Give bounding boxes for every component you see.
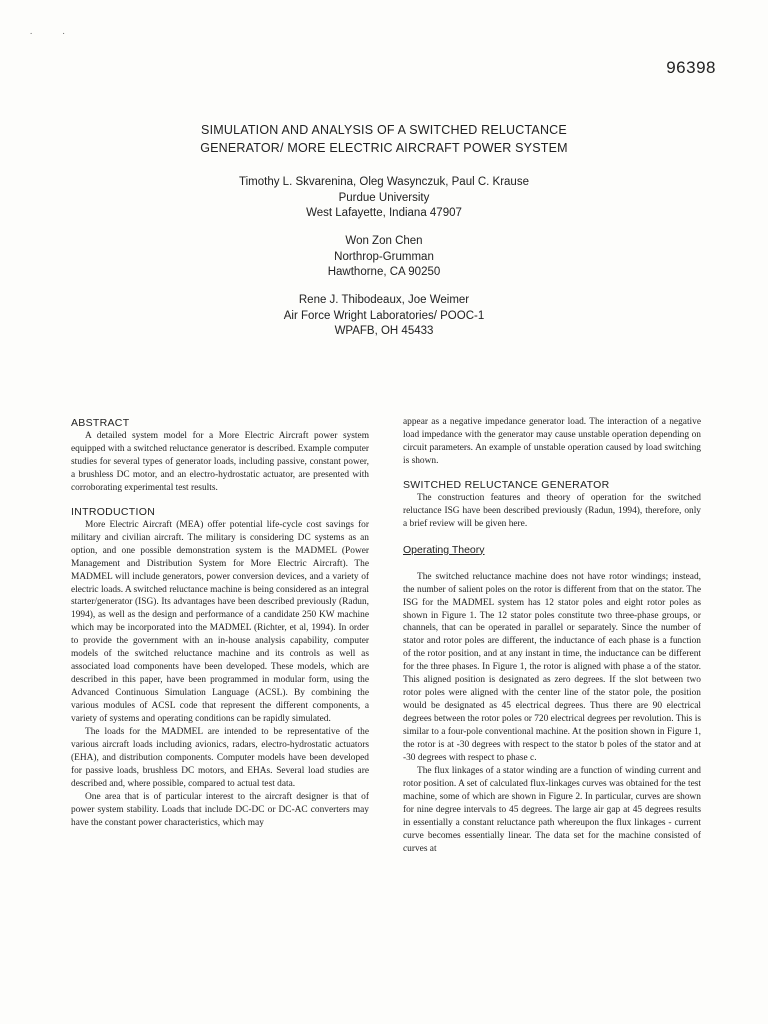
operating-theory-paragraph-2: The flux linkages of a stator winding are a function of winding current and rotor position. A set of calculated flux-linkages curves was obtained for the test machine, some of which are shown in Figure 2. In particular, curves are shown for nine degree intervals to 45 degrees. The large air gap at 45 degrees results in essentially a constant reluctance path whereupon the flux linkages - current curve becomes essentially linear. The data set for the machine consisted of curves at <box>403 765 701 854</box>
srg-heading: SWITCHED RELUCTANCE GENERATOR <box>403 478 610 491</box>
introduction-paragraph-2: The loads for the MADMEL are intended to be representative of the various aircraft loads including avionics, radars, electro-hydrostatic actuators (EHA), and distribution components. Computer models have been developed for passive loads, brushless DC motors, and EHAs. Several load studies are described and, where possible, compared to actual test data. <box>71 727 369 789</box>
author-names: Timothy L. Skvarenina, Oleg Wasynczuk, Paul C. Krause <box>239 176 529 188</box>
document-number: 96398 <box>666 58 716 77</box>
author-names: Won Zon Chen <box>345 235 423 247</box>
paper-title <box>0 121 768 157</box>
left-column <box>71 416 369 830</box>
operating-theory-paragraph-1: The switched reluctance machine does not have rotor windings; instead, the number of salient poles on the rotor is different from that on the stator. The ISG for the MADMEL system has 12 stator poles and eight rotor poles as shown in Figure 1. The 12 stator poles constitute two three-phase groups, or channels, that can be operated in parallel or separately. Since the number of stator and rotor poles are different, the inductance of each phase is a function of the rotor position, and at any instant in time, the inductance can be different for the three phases. In Figure 1, the rotor is aligned with phase a of the stator. This aligned position is designated as zero degrees. If the slot between two rotor poles were aligned with the center line of the stator pole, the position would be designated as 45 electrical degrees. Thus there are 90 electrical degrees between the rotor poles or 720 electrical degrees per revolution. This is similar to a four-pole conventional machine. At the position shown in Figure 1, the rotor is at -30 degrees with respect to the stator b poles of the stator and at -30 degrees with respect to phase c. <box>403 571 701 764</box>
author-names: Rene J. Thibodeaux, Joe Weimer <box>298 294 470 306</box>
abstract-paragraph: A detailed system model for a More Electric Aircraft power system equipped with a switched reluctance generator is described. Example computer studies for several types of generator loads, including passive, constant power, a brushless DC motor, and an electro-hydrostatic actuator, are presented with corroborating experimental test results. <box>71 431 369 493</box>
title-line-2: GENERATOR/ MORE ELECTRIC AIRCRAFT POWER SYSTEM <box>200 141 568 155</box>
author-organization: Northrop-Grumman <box>334 250 434 263</box>
author-organization: Purdue University <box>338 191 430 204</box>
author-block-2 <box>0 234 768 281</box>
introduction-heading: INTRODUCTION <box>71 505 156 518</box>
introduction-paragraph-3: One area that is of particular interest to the aircraft designer is that of power system stability. Loads that include DC-DC or DC-AC converters may have the constant power characteristics, which may <box>71 791 369 828</box>
author-location: Hawthorne, CA 90250 <box>327 266 441 278</box>
operating-theory-heading: Operating Theory <box>403 543 485 556</box>
srg-paragraph: The construction features and theory of operation for the switched reluctance ISG have been described previously (Radun, 1994), therefore, only a brief review will be given here. <box>403 492 701 529</box>
title-line-1: SIMULATION AND ANALYSIS OF A SWITCHED RELUCTANCE <box>201 123 567 137</box>
abstract-heading: ABSTRACT <box>71 417 130 429</box>
author-block-1 <box>0 175 768 222</box>
stray-marks: . . <box>30 26 79 36</box>
author-block-3 <box>0 293 768 340</box>
author-location: WPAFB, OH 45433 <box>334 325 434 337</box>
introduction-paragraph-1: More Electric Aircraft (MEA) offer potential life-cycle cost savings for military and civilian aircraft. The military is considering DC systems as an option, and one possible demonstration system is the MADMEL (Power Management and Distribution System for More Electric Aircraft). The MADMEL will include generators, power conversion devices, and a variety of electric loads. A switched reluctance machine is being considered as an integral starter/generator (ISG). Its advantages have been described previously (Radun, 1994), as well as the design and performance of a candidate 250 KW machine which may be incorporated into the MADMEL (Richter, et al, 1994). In order to provide the government with an in-house analysis capability, computer models of the switched reluctance machine and its controls as well as associated load components have been developed. These models, which are described in this paper, have been programmed in modular form, using the Advanced Continuous Simulation Language (ACSL). By combining the various modules of ACSL code that represent the different components, a variety of systems and operating conditions can be rapidly simulated. <box>71 519 369 725</box>
right-column <box>403 416 701 856</box>
author-organization: Air Force Wright Laboratories/ POOC-1 <box>283 309 485 322</box>
author-location: West Lafayette, Indiana 47907 <box>306 207 462 219</box>
continuation-paragraph: appear as a negative impedance generator load. The interaction of a negative load impedance with the generator may cause unstable operation depending on circuit parameters. An example of unstable operation caused by load switching is shown. <box>403 417 701 466</box>
